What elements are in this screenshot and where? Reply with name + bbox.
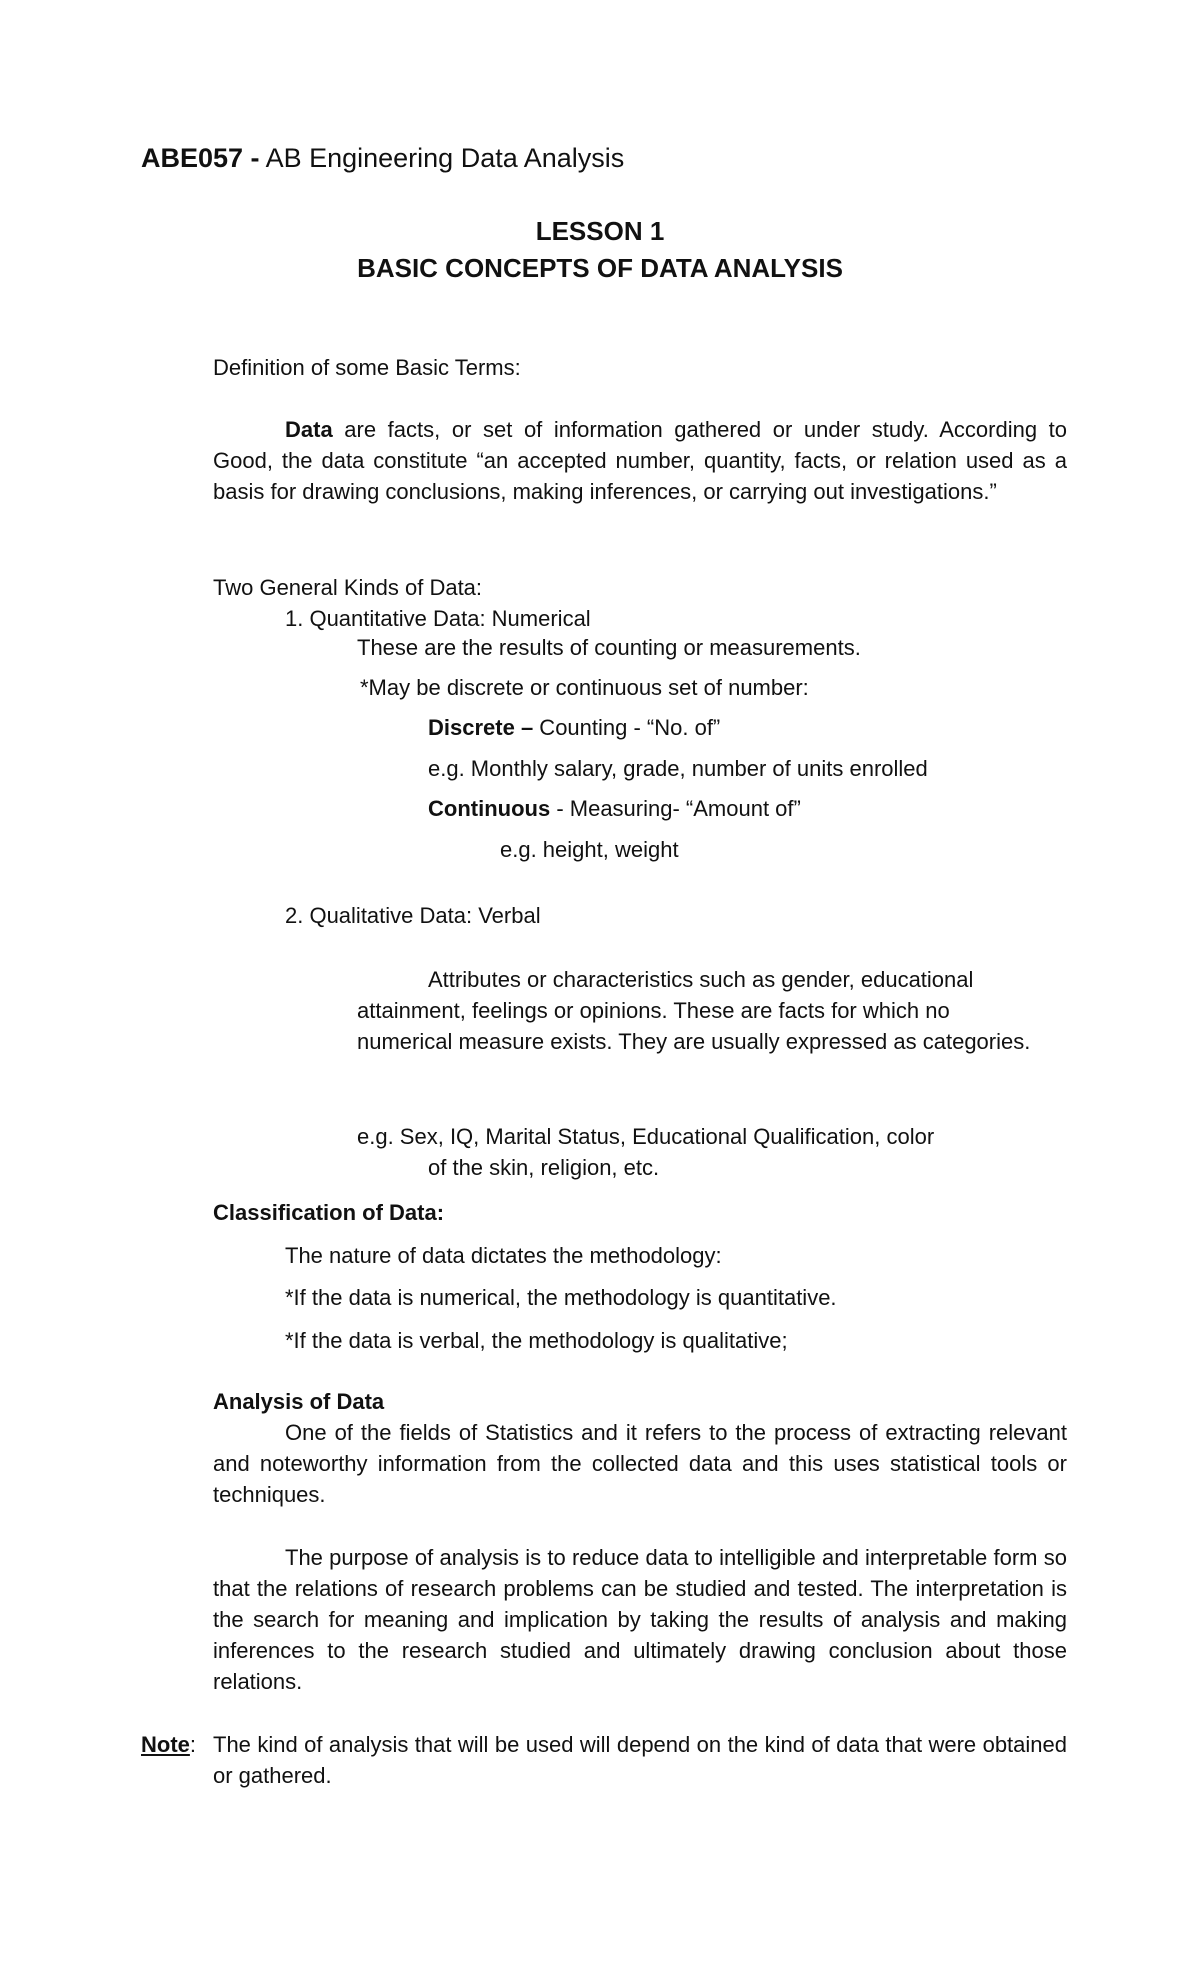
classification-line-2: *If the data is numerical, the methodology is quantitative. xyxy=(285,1285,837,1310)
data-definition-paragraph xyxy=(213,414,1067,507)
classification-heading: Classification of Data: xyxy=(213,1200,445,1225)
kinds-heading: Two General Kinds of Data: xyxy=(213,575,483,600)
analysis-paragraph-1: One of the fields of Statistics and it refers to the process of extracting relevant and noteworthy information from the collected data and this uses statistical tools or techniques. xyxy=(213,1420,1067,1507)
note-colon: : xyxy=(189,1732,197,1757)
course-title: AB Engineering Data Analysis xyxy=(265,143,625,173)
analysis-heading: Analysis of Data xyxy=(213,1389,385,1414)
qualitative-example-first: e.g. Sex, IQ, Marital Status, Educational Qualification, color xyxy=(357,1124,935,1149)
qualitative-desc-rest: attainment, feelings or opinions. These are facts for which no numerical measure exists. They are usually expressed as categories. xyxy=(357,998,1031,1054)
discrete-term: Discrete – xyxy=(428,715,534,740)
quantitative-label: 1. Quantitative Data: Numerical xyxy=(285,606,591,631)
course-code: ABE057 - xyxy=(141,143,260,173)
continuous-line xyxy=(428,793,801,824)
analysis-paragraph-2: The purpose of analysis is to reduce data to intelligible and interpretable form so that the relations of research problems can be studied and tested. The interpretation is the search for meaning and implication by taking the results of analysis and making inferences to the research studied and ultimately drawing conclusion about those relations. xyxy=(213,1545,1067,1694)
definitions-heading: Definition of some Basic Terms: xyxy=(213,355,521,380)
qualitative-example-rest: of the skin, religion, etc. xyxy=(428,1155,660,1180)
lesson-number: LESSON 1 xyxy=(535,216,665,246)
classification-line-3: *If the data is verbal, the methodology is qualitative; xyxy=(285,1328,788,1353)
continuous-term: Continuous xyxy=(428,796,551,821)
discrete-line xyxy=(428,712,720,743)
discrete-text: Counting - “No. of” xyxy=(533,715,721,740)
discrete-example: e.g. Monthly salary, grade, number of units enrolled xyxy=(428,756,928,781)
course-header xyxy=(141,141,1041,175)
qualitative-label: 2. Qualitative Data: Verbal xyxy=(285,903,541,928)
qualitative-desc-first: Attributes or characteristics such as gender, educational xyxy=(428,967,974,992)
data-term: Data xyxy=(285,417,333,442)
note-label-text: Note xyxy=(141,1732,190,1757)
data-definition-text: are facts, or set of information gathered or under study. According to Good, the data constitute “an accepted number, quantity, facts, or relation used as a basis for drawing conclusions, making inferences, or carrying out investigations.” xyxy=(213,417,1067,504)
quantitative-desc: These are the results of counting or measurements. xyxy=(357,635,861,660)
note-label xyxy=(141,1729,196,1760)
continuous-text: - Measuring- “Amount of” xyxy=(550,796,801,821)
classification-line-1: The nature of data dictates the methodology: xyxy=(285,1243,722,1268)
continuous-example: e.g. height, weight xyxy=(500,837,679,862)
note-text: The kind of analysis that will be used will depend on the kind of data that were obtained or gathered. xyxy=(213,1732,1067,1788)
lesson-title: BASIC CONCEPTS OF DATA ANALYSIS xyxy=(357,253,843,283)
quantitative-note: *May be discrete or continuous set of number: xyxy=(360,675,809,700)
